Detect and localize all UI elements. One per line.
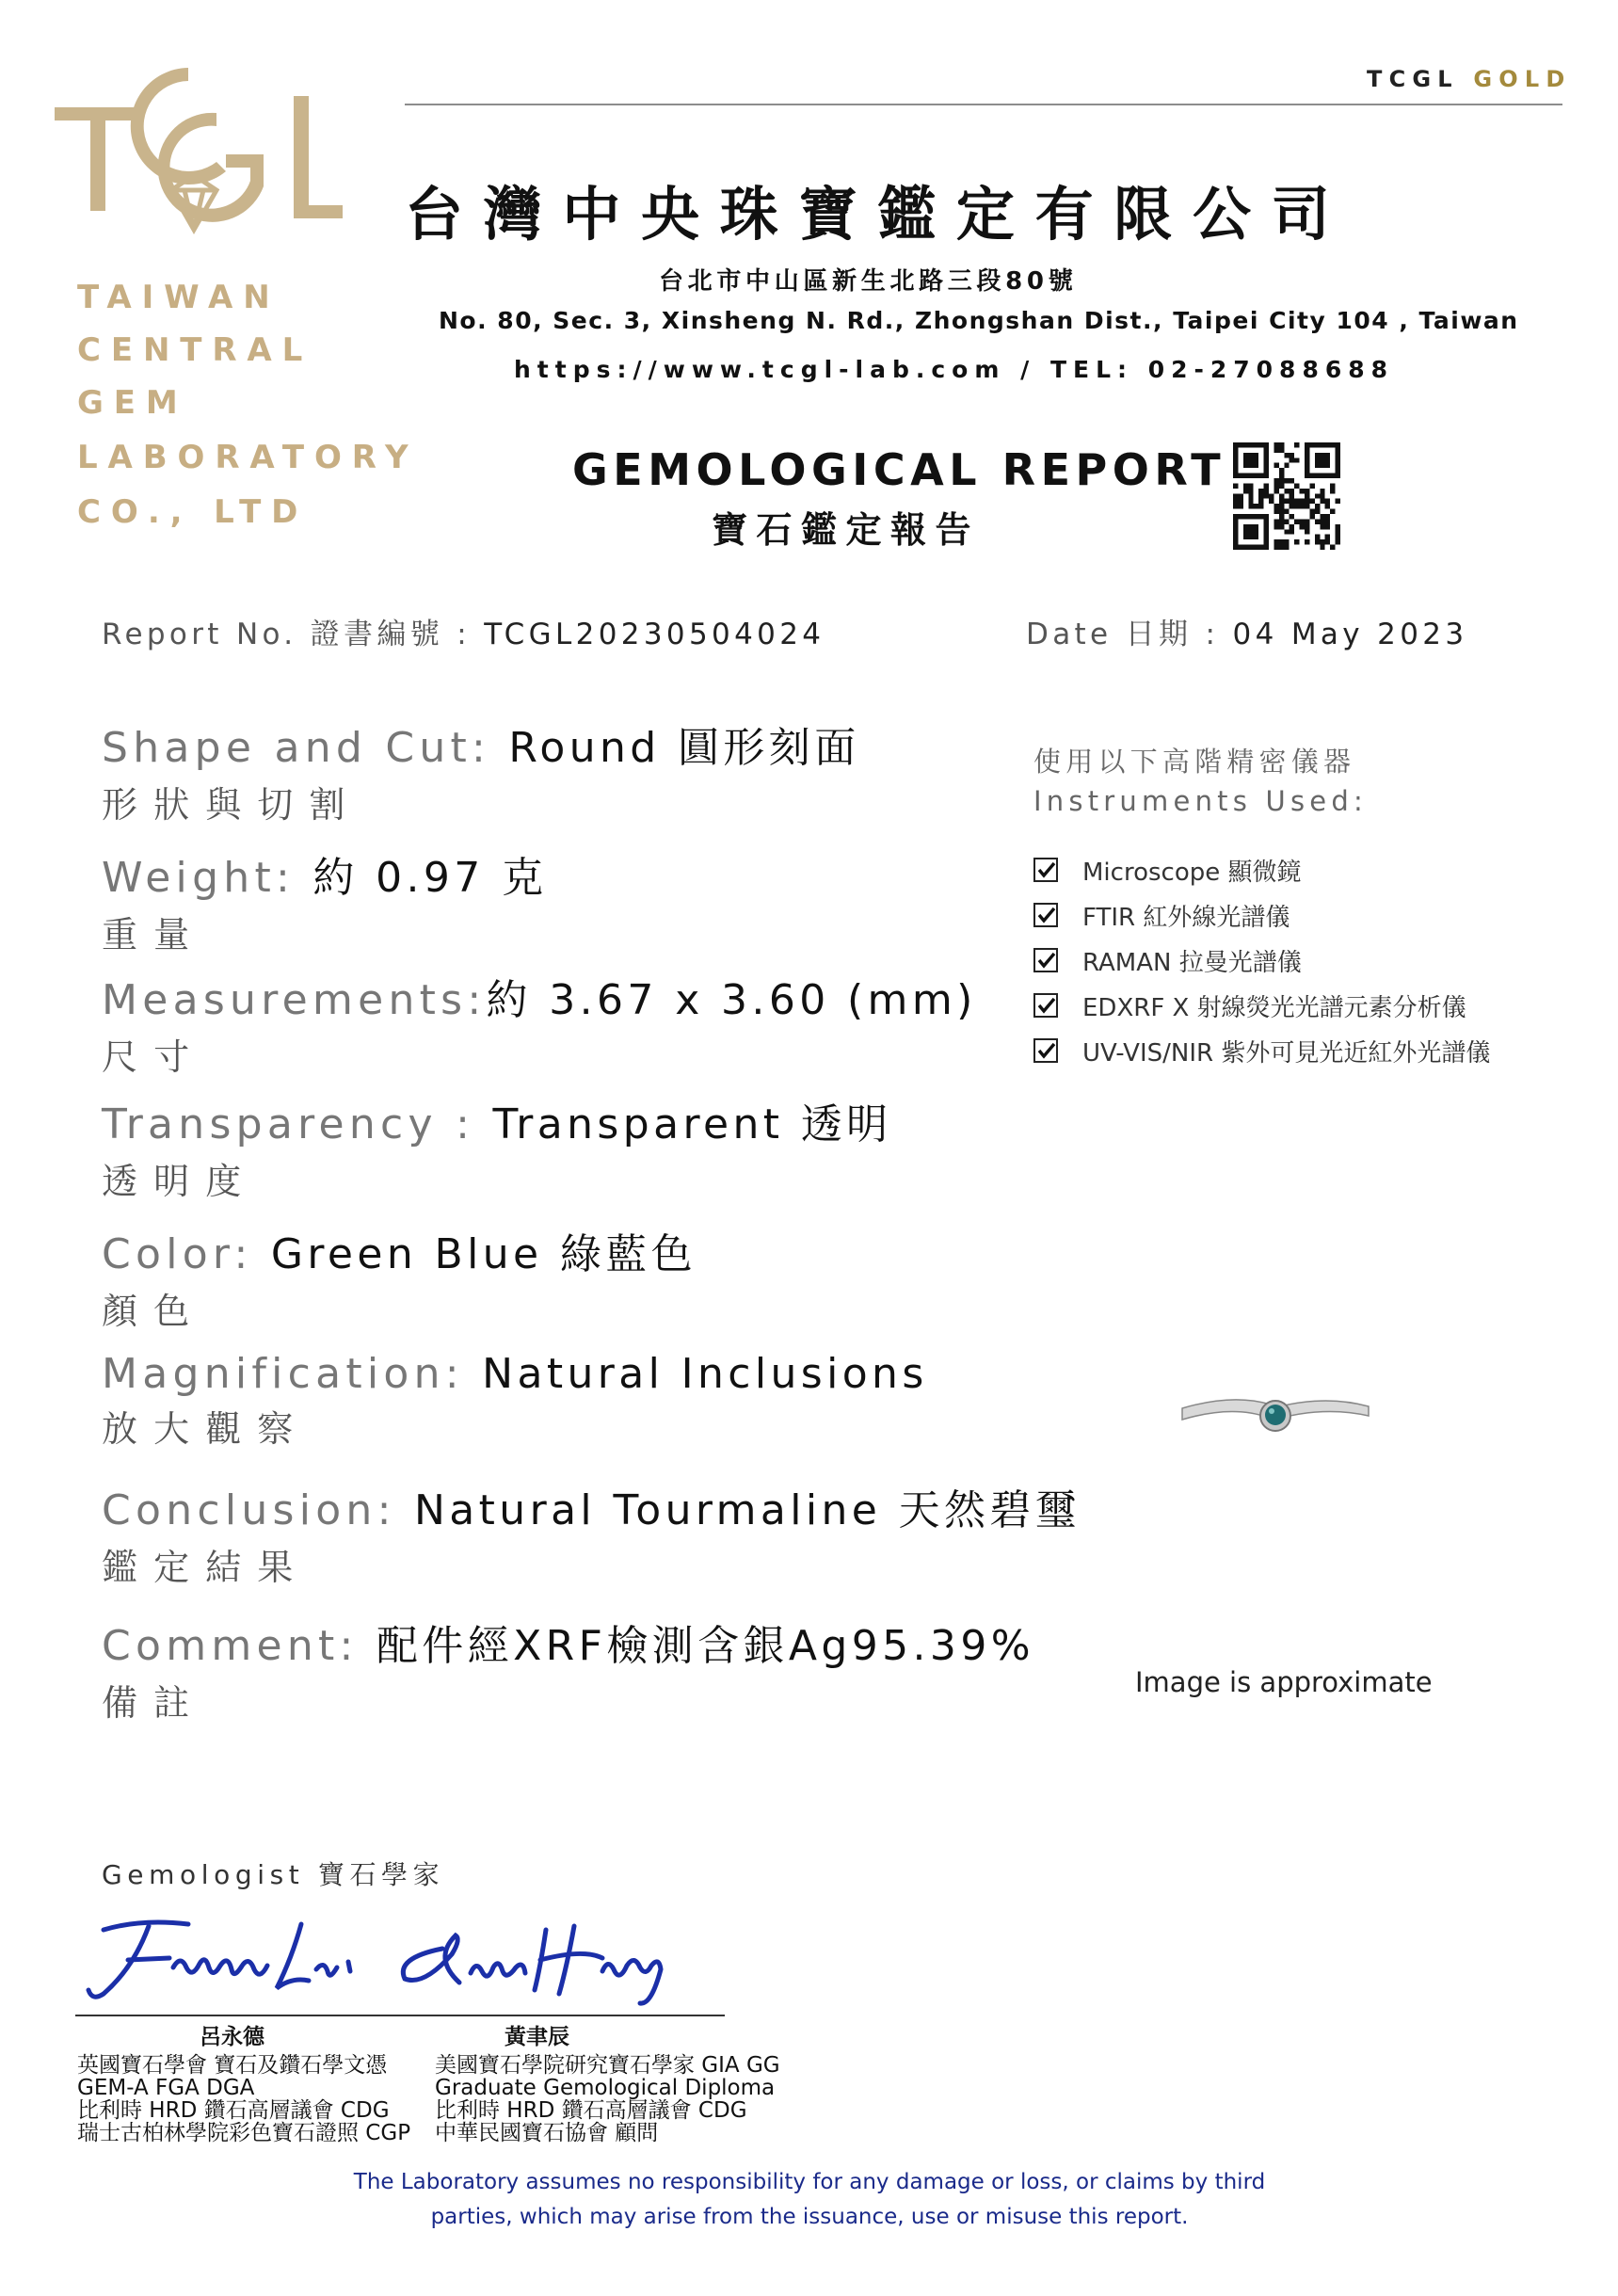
field-label-zh: 重量 (102, 914, 206, 955)
image-note: Image is approximate (1135, 1666, 1433, 1698)
instrument-label: Microscope 顯微鏡 (1082, 858, 1302, 887)
disclaimer-line-1: The Laboratory assumes no responsibility for any damage or loss, or claims by third (353, 2170, 1266, 2194)
field-label: Measurements: (102, 976, 487, 1024)
gemologist-name: 黃聿辰 (505, 2025, 569, 2049)
field-value: 約 3.67 x 3.60 (mm) (486, 976, 977, 1024)
field-value: Round 圓形刻面 (508, 724, 860, 772)
field-label: Transparency : (102, 1100, 493, 1148)
field-label: Magnification: (102, 1350, 483, 1398)
report-date-value: 04 May 2023 (1232, 618, 1468, 651)
field-color (102, 1220, 697, 1334)
report-title-en: GEMOLOGICAL REPORT (572, 444, 1226, 495)
checkbox-checked-icon (1033, 948, 1058, 972)
checkbox-checked-icon (1033, 1038, 1058, 1063)
lab-name-line-1: TAIWAN (77, 279, 280, 316)
instrument-item (1033, 892, 1490, 938)
field-weight (102, 843, 548, 957)
field-transparency (102, 1090, 892, 1204)
field-label: Shape and Cut: (102, 724, 509, 772)
instrument-label: UV-VIS/NIR 紫外可見光近紅外光譜儀 (1082, 1038, 1491, 1068)
instruments-title-en: Instruments Used: (1033, 785, 1368, 817)
field-comment (102, 1612, 1034, 1726)
field-value: Transparent 透明 (492, 1100, 892, 1148)
field-label-zh: 尺寸 (102, 1036, 206, 1078)
field-label: Conclusion: (102, 1486, 414, 1534)
report-number-label: Report No. 證書編號 : (102, 618, 485, 651)
field-value: Green Blue 綠藍色 (270, 1230, 697, 1278)
lab-name-line-5: CO., LTD (77, 493, 309, 531)
field-value: 配件經XRF檢測含銀Ag95.39% (376, 1622, 1034, 1670)
field-label-zh: 顏色 (102, 1291, 206, 1332)
field-label: Comment: (102, 1622, 376, 1670)
field-shape-cut (102, 714, 860, 827)
company-name-zh: 台灣中央珠寶鑑定有限公司 (405, 180, 1351, 249)
report-number-value: TCGL20230504024 (484, 618, 825, 651)
field-label-zh: 放大觀察 (102, 1408, 310, 1450)
credential-line: 瑞士古柏林學院彩色寶石證照 CGP (77, 2121, 411, 2145)
credential-line: 英國寶石學會 寶石及鑽石學文憑 (77, 2053, 388, 2078)
instruments-title (1033, 742, 1368, 821)
instrument-item (1033, 1028, 1490, 1073)
report-date-label: Date 日期 : (1026, 618, 1233, 651)
field-value: Natural Tourmaline 天然碧璽 (413, 1486, 1081, 1534)
lab-name-line-3: GEM (77, 384, 188, 422)
credential-line: 中華民國寶石協會 顧問 (435, 2121, 659, 2145)
checkbox-checked-icon (1033, 858, 1058, 882)
instrument-label: RAMAN 拉曼光譜儀 (1082, 948, 1302, 977)
instruments-list (1033, 847, 1490, 1073)
report-date (1026, 610, 1467, 652)
field-label-zh: 透明度 (102, 1161, 258, 1202)
instrument-item (1033, 938, 1490, 983)
signatures (75, 1892, 753, 2015)
lab-name-line-4: LABORATORY (77, 439, 419, 476)
tag-suffix: GOLD (1473, 66, 1572, 92)
address-zh: 台北市中山區新生北路三段80號 (659, 267, 1078, 296)
report-title-zh: 寶石鑑定報告 (712, 509, 981, 551)
credential-line: 比利時 HRD 鑽石高層議會 CDG (77, 2098, 390, 2123)
field-label-zh: 備註 (102, 1682, 206, 1724)
field-conclusion (102, 1476, 1081, 1590)
field-label-zh: 形狀與切割 (102, 784, 361, 826)
ring-photo (1177, 1384, 1374, 1459)
checkbox-checked-icon (1033, 903, 1058, 927)
instrument-label: FTIR 紅外線光譜儀 (1082, 903, 1290, 932)
gemologist-2 (435, 2026, 780, 2144)
disclaimer-line-2: parties, which may arise from the issuance, use or misuse this report. (430, 2205, 1189, 2229)
header-rule (405, 104, 1562, 105)
gemologist-name: 呂永德 (200, 2025, 264, 2049)
checkbox-checked-icon (1033, 993, 1058, 1018)
field-value: 約 0.97 克 (312, 854, 548, 902)
field-label: Weight: (102, 854, 313, 902)
disclaimer (282, 2165, 1337, 2235)
qr-code[interactable] (1233, 442, 1340, 550)
instrument-item (1033, 847, 1490, 892)
credential-line: Graduate Gemological Diploma (435, 2076, 776, 2100)
instrument-item (1033, 983, 1490, 1028)
tcgl-gold-tag (1367, 66, 1571, 92)
lab-name-line-2: CENTRAL (77, 331, 313, 369)
signature-rule (75, 2015, 725, 2016)
field-measurements (102, 966, 977, 1080)
field-magnification (102, 1350, 928, 1452)
field-value: Natural Inclusions (482, 1350, 928, 1398)
instruments-title-zh: 使用以下高階精密儀器 (1033, 746, 1356, 778)
field-label: Color: (102, 1230, 271, 1278)
website-tel: https://www.tcgl-lab.com / TEL: 02-27088688 (514, 356, 1395, 383)
address-en: No. 80, Sec. 3, Xinsheng N. Rd., Zhongshan Dist., Taipei City 104 , Taiwan (439, 307, 1519, 334)
credential-line: 比利時 HRD 鑽石高層議會 CDG (435, 2098, 747, 2123)
gemologist-label: Gemologist 寶石學家 (102, 1859, 445, 1890)
field-label-zh: 鑑定結果 (102, 1547, 310, 1588)
tcgl-logo (47, 58, 348, 247)
gemologist-1 (77, 2026, 410, 2144)
credential-line: GEM-A FGA DGA (77, 2076, 255, 2100)
instrument-label: EDXRF X 射線熒光光譜元素分析儀 (1082, 993, 1466, 1022)
report-number (102, 610, 825, 652)
tag-prefix: TCGL (1367, 66, 1459, 92)
credential-line: 美國寶石學院研究寶石學家 GIA GG (435, 2053, 780, 2078)
